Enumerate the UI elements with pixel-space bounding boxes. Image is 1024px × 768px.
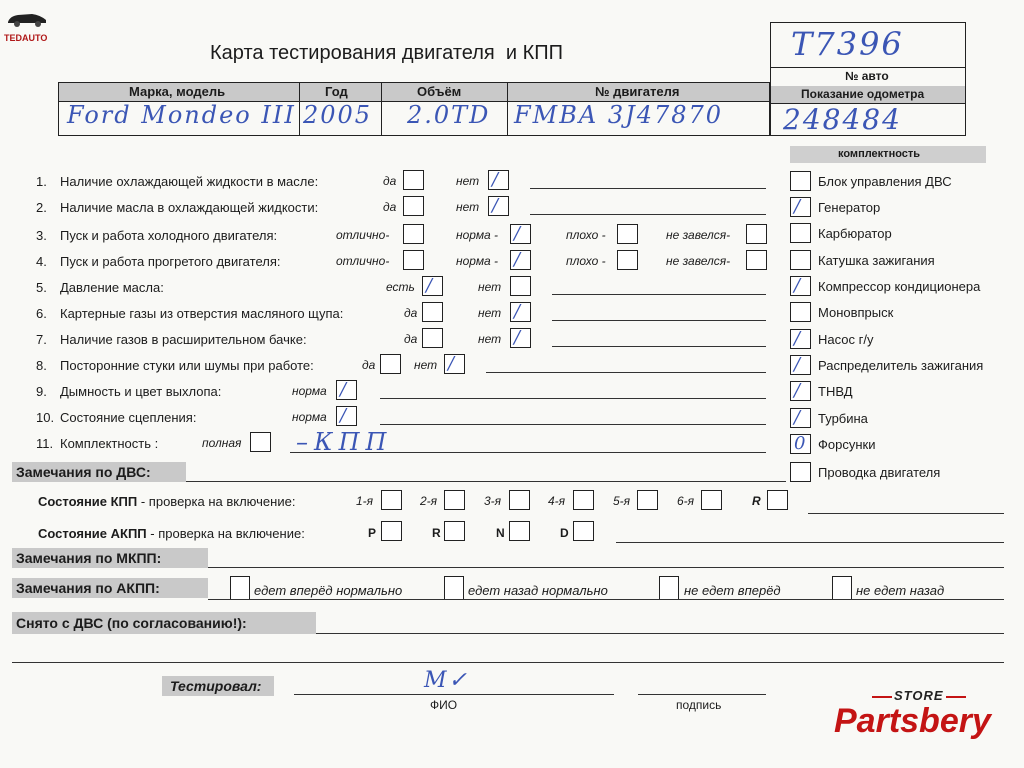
- check-5-num: 5.: [36, 280, 47, 295]
- odometer-value: 248484: [783, 103, 902, 136]
- check-3-label: Пуск и работа холодного двигателя:: [60, 228, 278, 243]
- check-5-box2[interactable]: [510, 276, 531, 296]
- check-7-box2[interactable]: /: [510, 328, 531, 348]
- check-11-opt1: полная: [202, 436, 242, 450]
- check-5-opt2: нет: [478, 280, 502, 294]
- check-6-box1[interactable]: [422, 302, 443, 322]
- removed-label: Снято с ДВС (по согласованию!):: [16, 615, 247, 631]
- equip-item-2: Карбюратор: [818, 226, 892, 241]
- volume-label: Объём: [417, 84, 462, 99]
- engine-label: № двигателя: [595, 84, 680, 99]
- check-3-opt2: норма -: [456, 228, 499, 242]
- equip-box-3[interactable]: [790, 250, 811, 270]
- akpp-opt-3-box[interactable]: [832, 576, 852, 600]
- mode-d-box[interactable]: [573, 521, 594, 541]
- tedauto-text: TEDAUTO: [4, 33, 48, 43]
- check-4-num: 4.: [36, 254, 47, 269]
- tedauto-logo: [4, 8, 50, 43]
- mode-r-label: R: [432, 526, 441, 540]
- gear-5-box[interactable]: [637, 490, 658, 510]
- akpp-opt-0: едет вперёд нормально: [254, 583, 403, 598]
- check-2-opt2: нет: [456, 200, 480, 214]
- gear-r-box[interactable]: [767, 490, 788, 510]
- check-2-box2[interactable]: /: [488, 196, 509, 216]
- gear-2-label: 2-я: [420, 494, 438, 508]
- equip-box-5[interactable]: [790, 302, 811, 322]
- check-6-opt1: да: [404, 306, 418, 320]
- equip-box-9[interactable]: /: [790, 408, 811, 428]
- check-7-box1[interactable]: [422, 328, 443, 348]
- equip-item-10: Форсунки: [818, 437, 876, 452]
- check-2-box1[interactable]: [403, 196, 424, 216]
- check-9-opt1: норма: [292, 384, 327, 398]
- partsbery-logo: [832, 690, 1012, 750]
- equip-item-8: ТНВД: [818, 384, 853, 399]
- brand-value: Ford Mondeo III: [67, 101, 296, 129]
- gear-1-box[interactable]: [381, 490, 402, 510]
- akpp-opt-1-box[interactable]: [444, 576, 464, 600]
- check-3-opt4: не завелся-: [666, 228, 731, 242]
- check-9-num: 9.: [36, 384, 47, 399]
- equip-box-11[interactable]: [790, 462, 811, 482]
- check-10-opt1: норма: [292, 410, 327, 424]
- check-4-box1[interactable]: [403, 250, 424, 270]
- equip-box-10[interactable]: 0: [790, 434, 811, 454]
- check-6-label: Картерные газы из отверстия масляного щупа:: [60, 306, 344, 321]
- check-1-num: 1.: [36, 174, 47, 189]
- auto-no-label: № авто: [845, 69, 889, 83]
- check-11-box1[interactable]: [250, 432, 271, 452]
- check-3-box2[interactable]: /: [510, 224, 531, 244]
- mode-d-label: D: [560, 526, 569, 540]
- akpp-opt-1: едет назад нормально: [468, 583, 608, 598]
- check-4-opt1: отлично-: [336, 254, 390, 268]
- check-11-num: 11.: [36, 436, 54, 451]
- kpp-state-label: Состояние КПП - проверка на включение:: [38, 494, 296, 509]
- volume-value: 2.0TD: [407, 101, 491, 129]
- check-3-opt1: отлично-: [336, 228, 390, 242]
- equip-box-6[interactable]: /: [790, 329, 811, 349]
- check-3-box3[interactable]: [617, 224, 638, 244]
- akpp-opt-3: не едет назад: [856, 583, 945, 598]
- check-10-box1[interactable]: /: [336, 406, 357, 426]
- sign-label: подпись: [676, 698, 722, 712]
- check-10-num: 10.: [36, 410, 55, 425]
- gear-5-label: 5-я: [613, 494, 631, 508]
- check-5-opt1: есть: [386, 280, 415, 294]
- check-2-label: Наличие масла в охлаждающей жидкости:: [60, 200, 319, 215]
- check-3-box1[interactable]: [403, 224, 424, 244]
- gear-3-label: 3-я: [484, 494, 502, 508]
- equip-item-3: Катушка зажигания: [818, 253, 935, 268]
- gear-3-box[interactable]: [509, 490, 530, 510]
- fio-label: ФИО: [430, 698, 458, 712]
- equip-box-4[interactable]: /: [790, 276, 811, 296]
- equip-box-7[interactable]: /: [790, 355, 811, 375]
- equip-box-2[interactable]: [790, 223, 811, 243]
- check-4-opt2: норма -: [456, 254, 499, 268]
- check-4-box4[interactable]: [746, 250, 767, 270]
- akpp-opt-0-box[interactable]: [230, 576, 250, 600]
- check-6-num: 6.: [36, 306, 47, 321]
- equip-box-0[interactable]: [790, 171, 811, 191]
- check-6-box2[interactable]: /: [510, 302, 531, 322]
- check-8-box1[interactable]: [380, 354, 401, 374]
- check-7-opt2: нет: [478, 332, 502, 346]
- check-4-opt3: плохо -: [566, 254, 606, 268]
- check-1-box2[interactable]: /: [488, 170, 509, 190]
- check-3-num: 3.: [36, 228, 47, 243]
- year-label: Год: [325, 84, 348, 99]
- equip-item-11: Проводка двигателя: [818, 465, 941, 480]
- equipment-title: комплектность: [838, 148, 921, 160]
- engine-value: FMBA 3J47870: [514, 101, 724, 129]
- store-text: STORE: [894, 688, 944, 703]
- akpp-opt-2: не едет вперёд: [684, 583, 781, 598]
- odometer-label: Показание одометра: [801, 87, 925, 101]
- check-8-opt2: нет: [414, 358, 438, 372]
- akpp-state-label: Состояние АКПП - проверка на включение:: [38, 526, 305, 541]
- check-2-num: 2.: [36, 200, 47, 215]
- year-value: 2005: [303, 101, 373, 129]
- equip-item-1: Генератор: [818, 200, 881, 215]
- gear-4-box[interactable]: [573, 490, 594, 510]
- gear-6-label: 6-я: [677, 494, 695, 508]
- check-4-box2[interactable]: /: [510, 250, 531, 270]
- remarks-mkpp-label: Замечания по МКПП:: [16, 550, 162, 566]
- check-9-label: Дымность и цвет выхлопа:: [60, 384, 222, 399]
- tested-label: Тестировал:: [170, 678, 262, 694]
- check-7-label: Наличие газов в расширительном бачке:: [60, 332, 307, 347]
- check-11-note: –КПП: [296, 428, 393, 456]
- check-11-label: Комплектность :: [60, 436, 159, 451]
- gear-4-label: 4-я: [548, 494, 566, 508]
- check-8-num: 8.: [36, 358, 47, 373]
- check-6-opt2: нет: [478, 306, 502, 320]
- check-5-box1[interactable]: /: [422, 276, 443, 296]
- remarks-dvs-label: Замечания по ДВС:: [16, 464, 151, 480]
- check-2-opt1: да: [383, 200, 397, 214]
- mode-r-box[interactable]: [444, 521, 465, 541]
- akpp-opt-2-box[interactable]: [659, 576, 679, 600]
- gear-1-label: 1-я: [356, 494, 374, 508]
- check-10-label: Состояние сцепления:: [60, 410, 197, 425]
- gear-2-box[interactable]: [444, 490, 465, 510]
- equip-item-6: Насос г/у: [818, 332, 874, 347]
- mode-p-box[interactable]: [381, 521, 402, 541]
- check-8-box2[interactable]: /: [444, 354, 465, 374]
- equip-item-0: Блок управления ДВС: [818, 174, 952, 189]
- check-8-opt1: да: [362, 358, 376, 372]
- check-7-num: 7.: [36, 332, 47, 347]
- partsbery-text: Partsbery: [834, 702, 991, 740]
- check-1-box1[interactable]: [403, 170, 424, 190]
- mode-n-label: N: [496, 526, 505, 540]
- mode-p-label: P: [368, 526, 377, 540]
- check-4-box3[interactable]: [617, 250, 638, 270]
- check-8-label: Посторонние стуки или шумы при работе:: [60, 358, 314, 373]
- auto-no-value: T7396: [791, 25, 904, 63]
- gear-6-box[interactable]: [701, 490, 722, 510]
- check-1-opt2: нет: [456, 174, 480, 188]
- equip-item-5: Моновпрыск: [818, 305, 894, 320]
- mode-n-box[interactable]: [509, 521, 530, 541]
- check-4-label: Пуск и работа прогретого двигателя:: [60, 254, 281, 269]
- equip-box-1[interactable]: /: [790, 197, 811, 217]
- equip-item-4: Компрессор кондиционера: [818, 279, 981, 294]
- header-table: [58, 82, 770, 136]
- check-1-label: Наличие охлаждающей жидкости в масле:: [60, 174, 319, 189]
- equip-item-7: Распределитель зажигания: [818, 358, 984, 373]
- check-9-box1[interactable]: /: [336, 380, 357, 400]
- equip-box-8[interactable]: /: [790, 381, 811, 401]
- page-title: Карта тестирования двигателя и КПП: [210, 42, 563, 64]
- remarks-akpp-label: Замечания по АКПП:: [16, 580, 160, 596]
- equip-item-9: Турбина: [818, 411, 868, 426]
- car-icon: [4, 8, 50, 28]
- auto-number-block: [770, 22, 966, 136]
- check-1-opt1: да: [383, 174, 397, 188]
- check-3-opt3: плохо -: [566, 228, 606, 242]
- check-5-label: Давление масла:: [60, 280, 164, 295]
- check-7-opt1: да: [404, 332, 418, 346]
- brand-label: Марка, модель: [129, 84, 226, 99]
- fio-signature: М✓: [424, 668, 469, 693]
- check-4-opt4: не завелся-: [666, 254, 731, 268]
- gear-r-label: R: [752, 494, 761, 508]
- check-3-box4[interactable]: [746, 224, 767, 244]
